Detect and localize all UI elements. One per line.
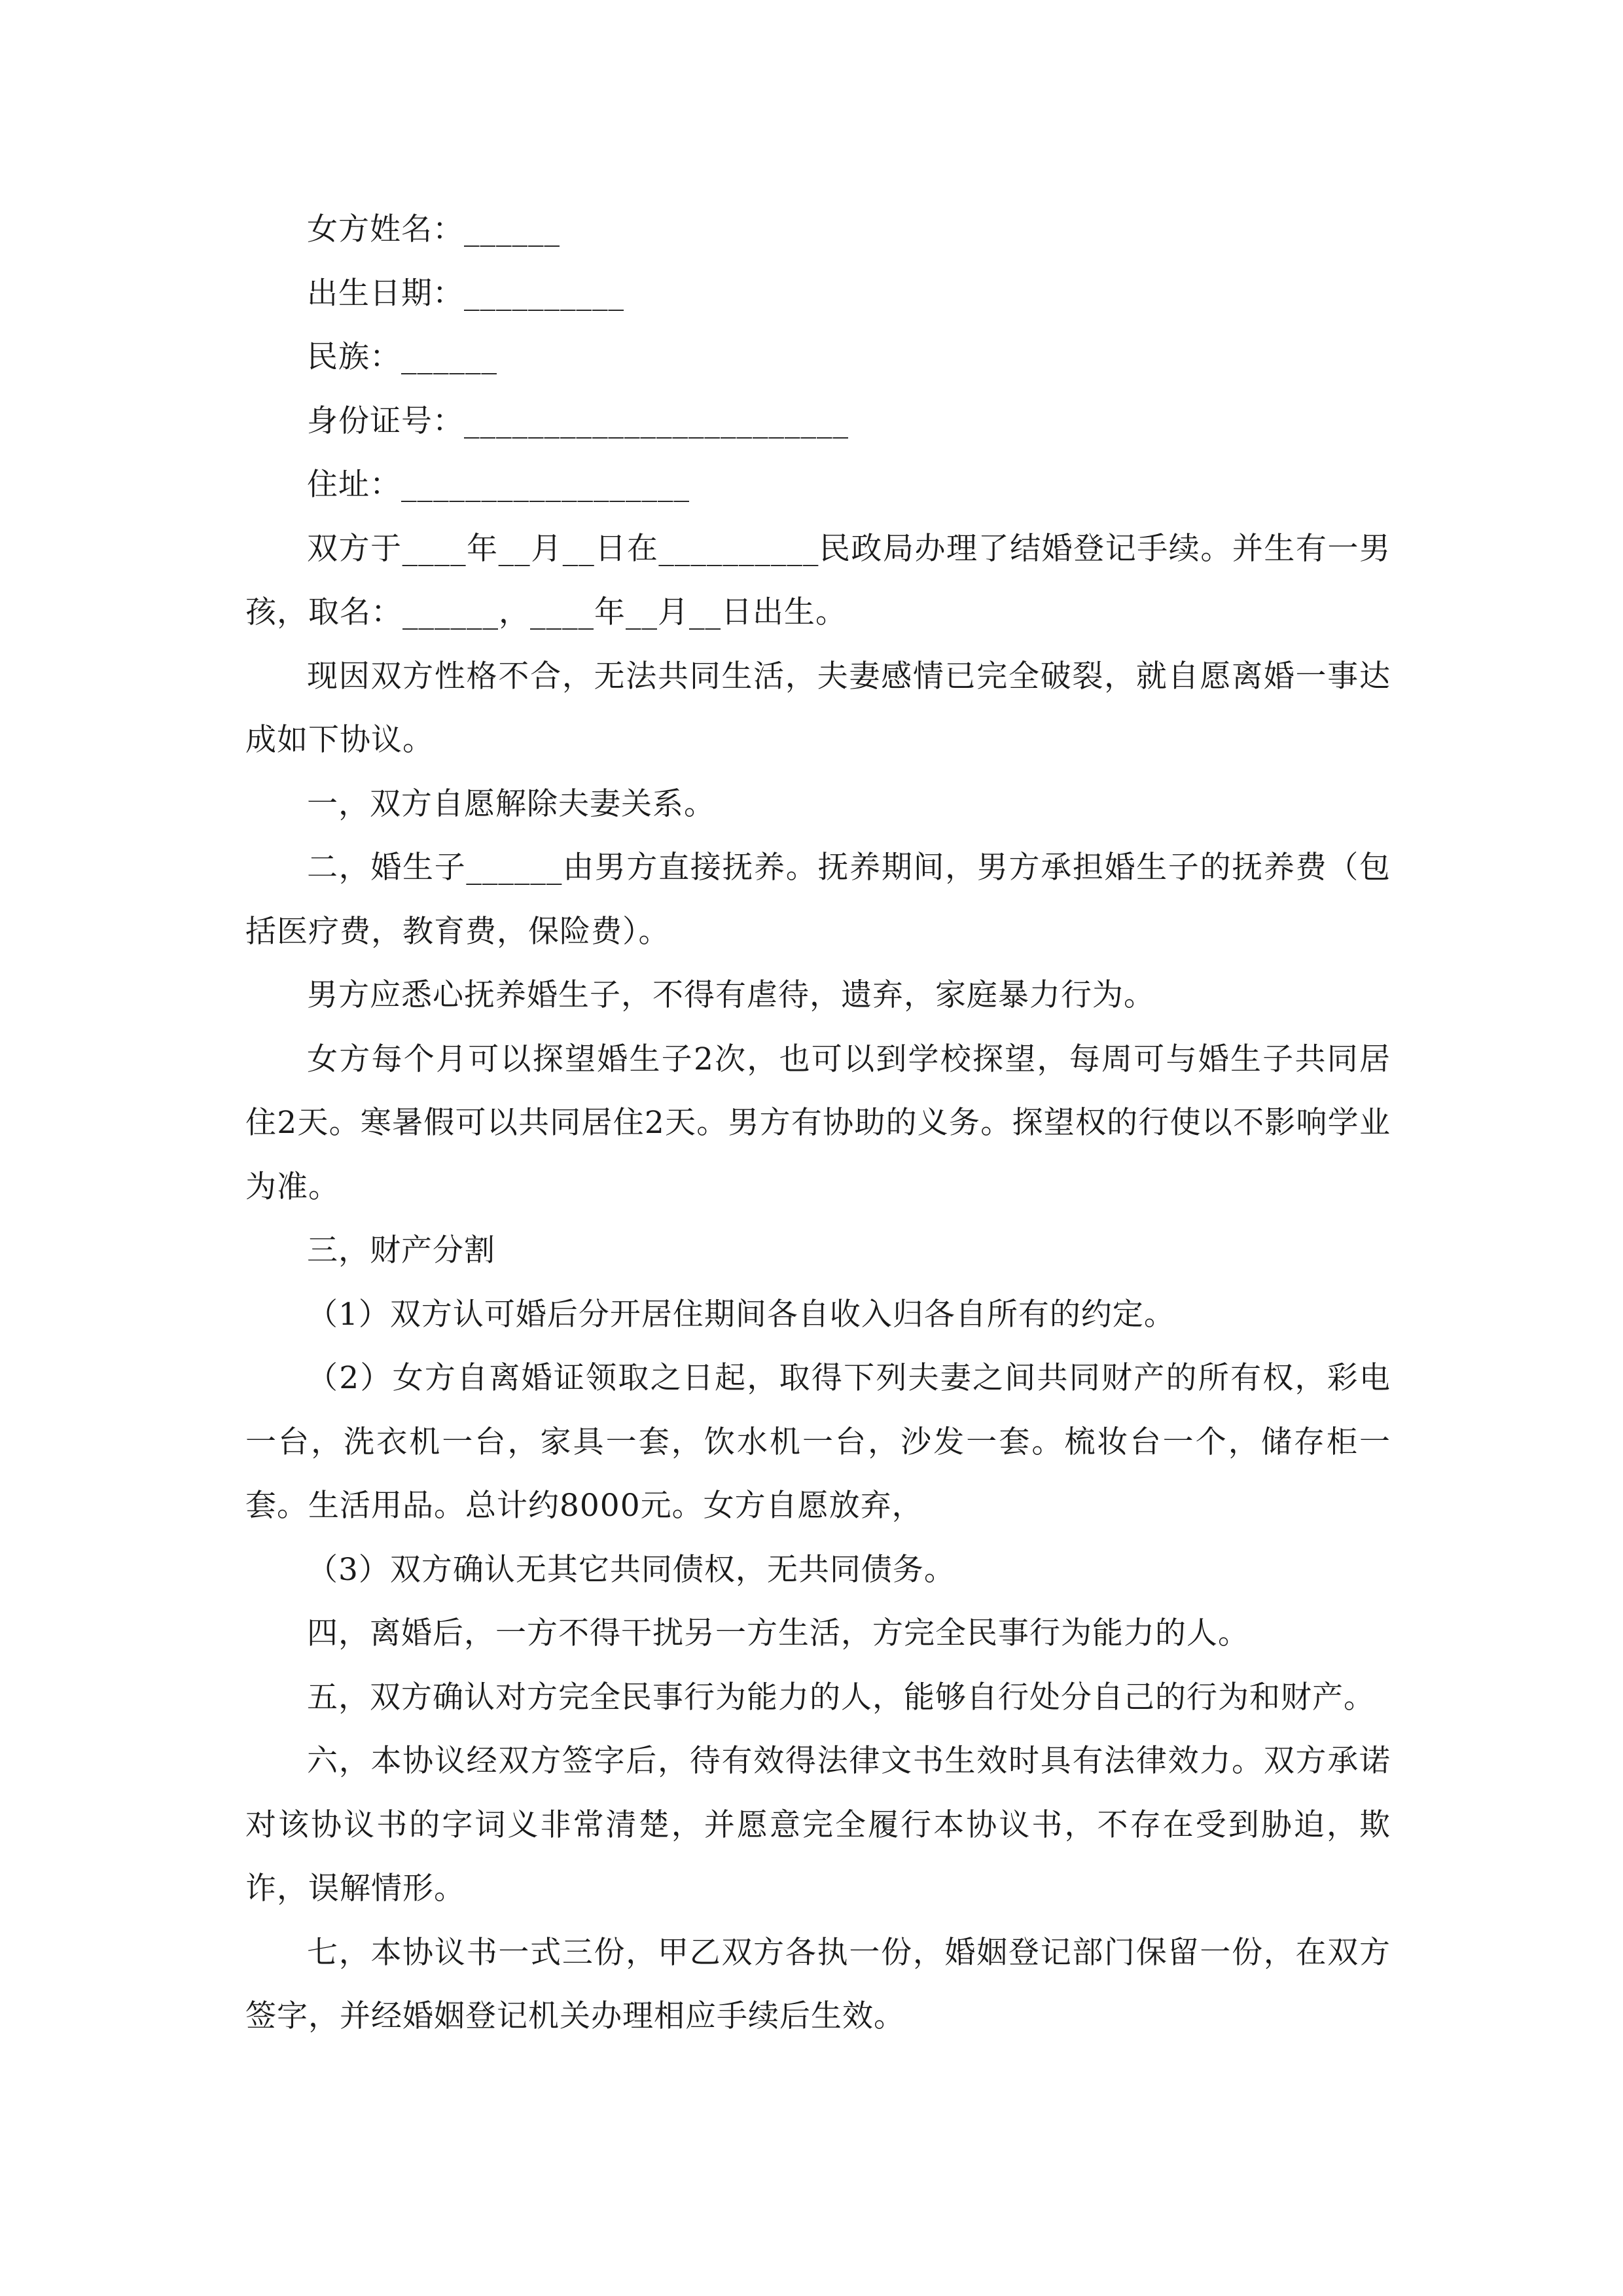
clause-6: 六，本协议经双方签字后，待有效得法律文书生效时具有法律效力。双方承诺对该协议书的字词义非常清楚，并愿意完全履行本协议书，不存在受到胁迫，欺诈，误解情形。 xyxy=(245,1743,1391,1907)
clause-2: 二，婚生子______由男方直接抚养。抚养期间，男方承担婚生子的抚养费（包括医疗费，教育费，保险费）。 xyxy=(245,850,1391,950)
paragraph-divorce-reason: 现因双方性格不合，无法共同生活，夫妻感情已完全破裂，就自愿离婚一事达成如下协议。 xyxy=(245,658,1391,758)
field-female-name: 女方姓名：______ xyxy=(307,211,560,247)
field-birth-date: 出生日期：__________ xyxy=(307,275,624,312)
clause-4: 四，离婚后，一方不得干扰另一方生活，方完全民事行为能力的人。 xyxy=(307,1615,1249,1651)
field-ethnicity: 民族：______ xyxy=(307,339,497,375)
clause-7: 七，本协议书一式三份，甲乙双方各执一份，婚姻登记部门保留一份，在双方签字，并经婚姻登记机关办理相应手续后生效。 xyxy=(245,1934,1391,2034)
clause-3-item-2: （2）女方自离婚证领取之日起，取得下列夫妻之间共同财产的所有权，彩电一台，洗衣机一台，家具一套，饮水机一台，沙发一套。梳妆台一个，储存柜一套。生活用品。总计约8000元。女方自愿放弃， xyxy=(245,1360,1391,1524)
clause-3-item-3: （3）双方确认无其它共同债权，无共同债务。 xyxy=(307,1551,955,1588)
clause-3-heading: 三，财产分割 xyxy=(307,1232,495,1268)
field-id-number: 身份证号：________________________ xyxy=(307,403,849,439)
paragraph-marriage-registration: 双方于____年__月__日在__________民政局办理了结婚登记手续。并生有一男孩，取名：______，____年__月__日出生。 xyxy=(245,530,1391,630)
document-body xyxy=(245,198,1391,2049)
field-address: 住址：__________________ xyxy=(307,467,690,503)
clause-3-item-1: （1）双方认可婚后分开居住期间各自收入归各自所有的约定。 xyxy=(307,1296,1175,1333)
clause-2-care: 男方应悉心抚养婚生子，不得有虐待，遗弃，家庭暴力行为。 xyxy=(307,977,1155,1013)
clause-2-visitation: 女方每个月可以探望婚生子2次，也可以到学校探望，每周可与婚生子共同居住2天。寒暑假可以共同居住2天。男方有协助的义务。探望权的行使以不影响学业为准。 xyxy=(245,1041,1391,1205)
clause-1: 一，双方自愿解除夫妻关系。 xyxy=(307,785,715,822)
clause-5: 五，双方确认对方完全民事行为能力的人，能够自行处分自己的行为和财产。 xyxy=(307,1679,1375,1715)
